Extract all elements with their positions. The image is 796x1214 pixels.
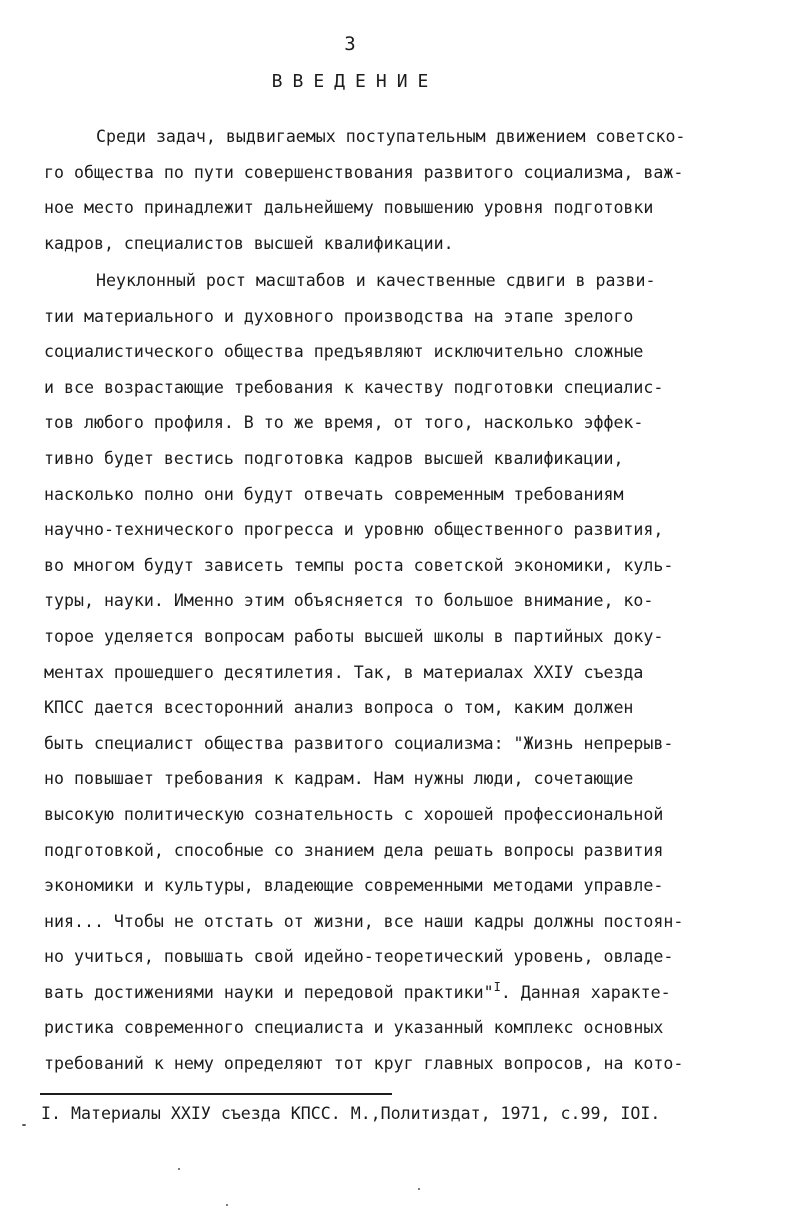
paragraph-1 [44,119,764,261]
text-line: КПСС дается всесторонний анализ вопроса о том, каким должен [44,698,634,718]
text-line: ния... Чтобы не отстать от жизни, все наши кадры должны постоян- [44,911,684,931]
text-line: Среди задач, выдвигаемых поступательным движением советско- [96,127,686,146]
text-line: быть специалист общества развитого социализма: "Жизнь непрерыв- [44,733,674,753]
heading-letter: Е [313,71,325,92]
scan-speck [226,1204,228,1206]
text-segment: вать достижениями науки и передовой практики" [44,982,494,1002]
text-line: высокую политическую сознательность с хорошей профессиональной [44,804,664,824]
text-line: тии материального и духовного производства на этапе зрелого [44,306,634,326]
footnote-reference: I [493,979,501,994]
scan-speck [22,1124,26,1126]
heading-letter: И [396,71,408,92]
text-line: го общества по пути совершенствования развитого социализма, важ- [44,162,684,182]
text-line: ристика современного специалиста и указанный комплекс основных [44,1018,664,1038]
heading-letter: Е [355,71,366,92]
heading-letter: Е [417,71,429,92]
text-line: и все возрастающие требования к качеству подготовки специалис- [44,377,664,397]
heading-letter: В [271,71,283,92]
text-line: туры, науки. Именно этим объясняется то большое внимание, ко- [44,591,654,611]
text-line: тивно будет вестись подготовка кадров высшей квалификации, [44,448,624,468]
heading-letter: Н [375,71,387,92]
text-line: Неуклонный рост масштабов и качественные сдвиги в разви- [96,271,656,290]
text-line: ментах прошедшего десятилетия. Так, в материалах XXIУ съезда [44,662,644,682]
footnote: I. Материалы XXIУ съезда КПСС. М.,Политиздат, 1971, с.99, IOI. [41,1104,661,1123]
paragraph-2 [44,263,764,1082]
page-number: 3 [344,33,356,55]
text-line: во многом будут зависеть темпы роста советской экономики, куль- [44,555,674,575]
text-segment: . Данная характе- [500,982,671,1002]
text-line: кадров, специалистов высшей квалификации. [44,233,454,253]
text-line: насколько полно они будут отвечать современным требованиям [44,484,624,504]
text-line: но учиться, повышать свой идейно-теоретический уровень, овладе- [44,947,674,967]
text-line: но повышает требования к кадрам. Нам нужны люди, сочетающие [44,769,634,789]
heading-letter: Д [334,71,345,92]
text-line: научно-технического прогресса и уровню общественного развития, [44,520,664,540]
text-line: торое уделяется вопросам работы высшей школы в партийных доку- [44,626,664,646]
section-heading [0,70,710,94]
text-line-with-footnote-ref [44,975,764,1011]
text-line: требований к нему определяют тот круг главных вопросов, на кото- [44,1054,684,1074]
footnote-divider [40,1093,392,1095]
text-line: подготовкой, способные со знанием дела решать вопросы развития [44,840,664,860]
scan-speck [418,1188,420,1190]
text-line: экономики и культуры, владеющие современными методами управле- [44,876,664,896]
text-line: ное место принадлежит дальнейшему повышению уровня подготовки [44,198,654,218]
heading-letter: В [292,71,304,92]
scan-speck [178,1168,180,1170]
text-line: социалистического общества предъявляют исключительно сложные [44,342,644,362]
text-line: тов любого профиля. В то же время, от того, насколько эффек- [44,413,644,433]
